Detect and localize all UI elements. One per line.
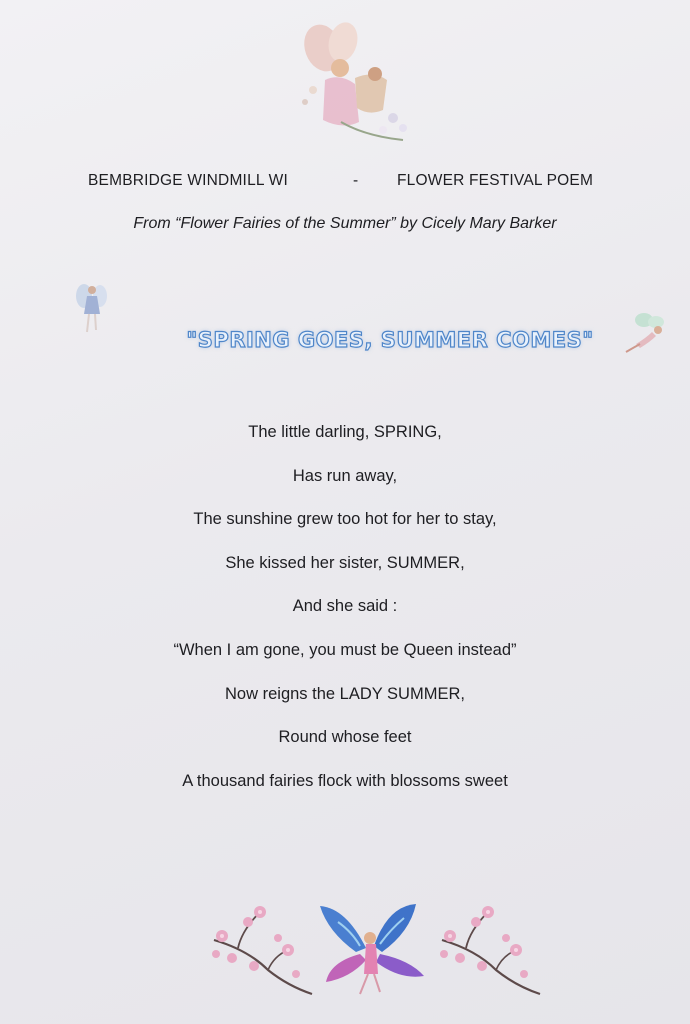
document-header xyxy=(0,172,690,194)
poem-line: Round whose feet xyxy=(278,728,412,746)
poem-line: The little darling, SPRING, xyxy=(248,423,442,441)
header-separator: - xyxy=(353,172,359,189)
poem-line: A thousand fairies flock with blossoms sweet xyxy=(182,772,508,790)
poem-line: And she said : xyxy=(292,597,398,615)
poem-line: She kissed her sister, SUMMER, xyxy=(225,554,465,572)
source-attribution: From “Flower Fairies of the Summer” by Cicely Mary Barker xyxy=(133,215,557,232)
cherry-blossom-left-illustration xyxy=(208,900,318,1000)
poem-line: The sunshine grew too hot for her to stay, xyxy=(193,510,497,528)
poem-title: "SPRING GOES, SUMMER COMES" xyxy=(186,328,594,352)
event-name: FLOWER FESTIVAL POEM xyxy=(397,172,594,189)
poem-line: Now reigns the LADY SUMMER, xyxy=(225,685,465,703)
poem-line: “When I am gone, you must be Queen instead” xyxy=(173,641,517,659)
butterfly-fairy-illustration xyxy=(316,902,428,998)
organisation-name: BEMBRIDGE WINDMILL WI xyxy=(88,172,288,189)
cherry-blossom-right-illustration xyxy=(436,900,546,1000)
flower-fairy-illustration xyxy=(285,18,425,150)
small-fairy-left-illustration xyxy=(74,280,110,338)
poem-line: Has run away, xyxy=(292,467,398,485)
